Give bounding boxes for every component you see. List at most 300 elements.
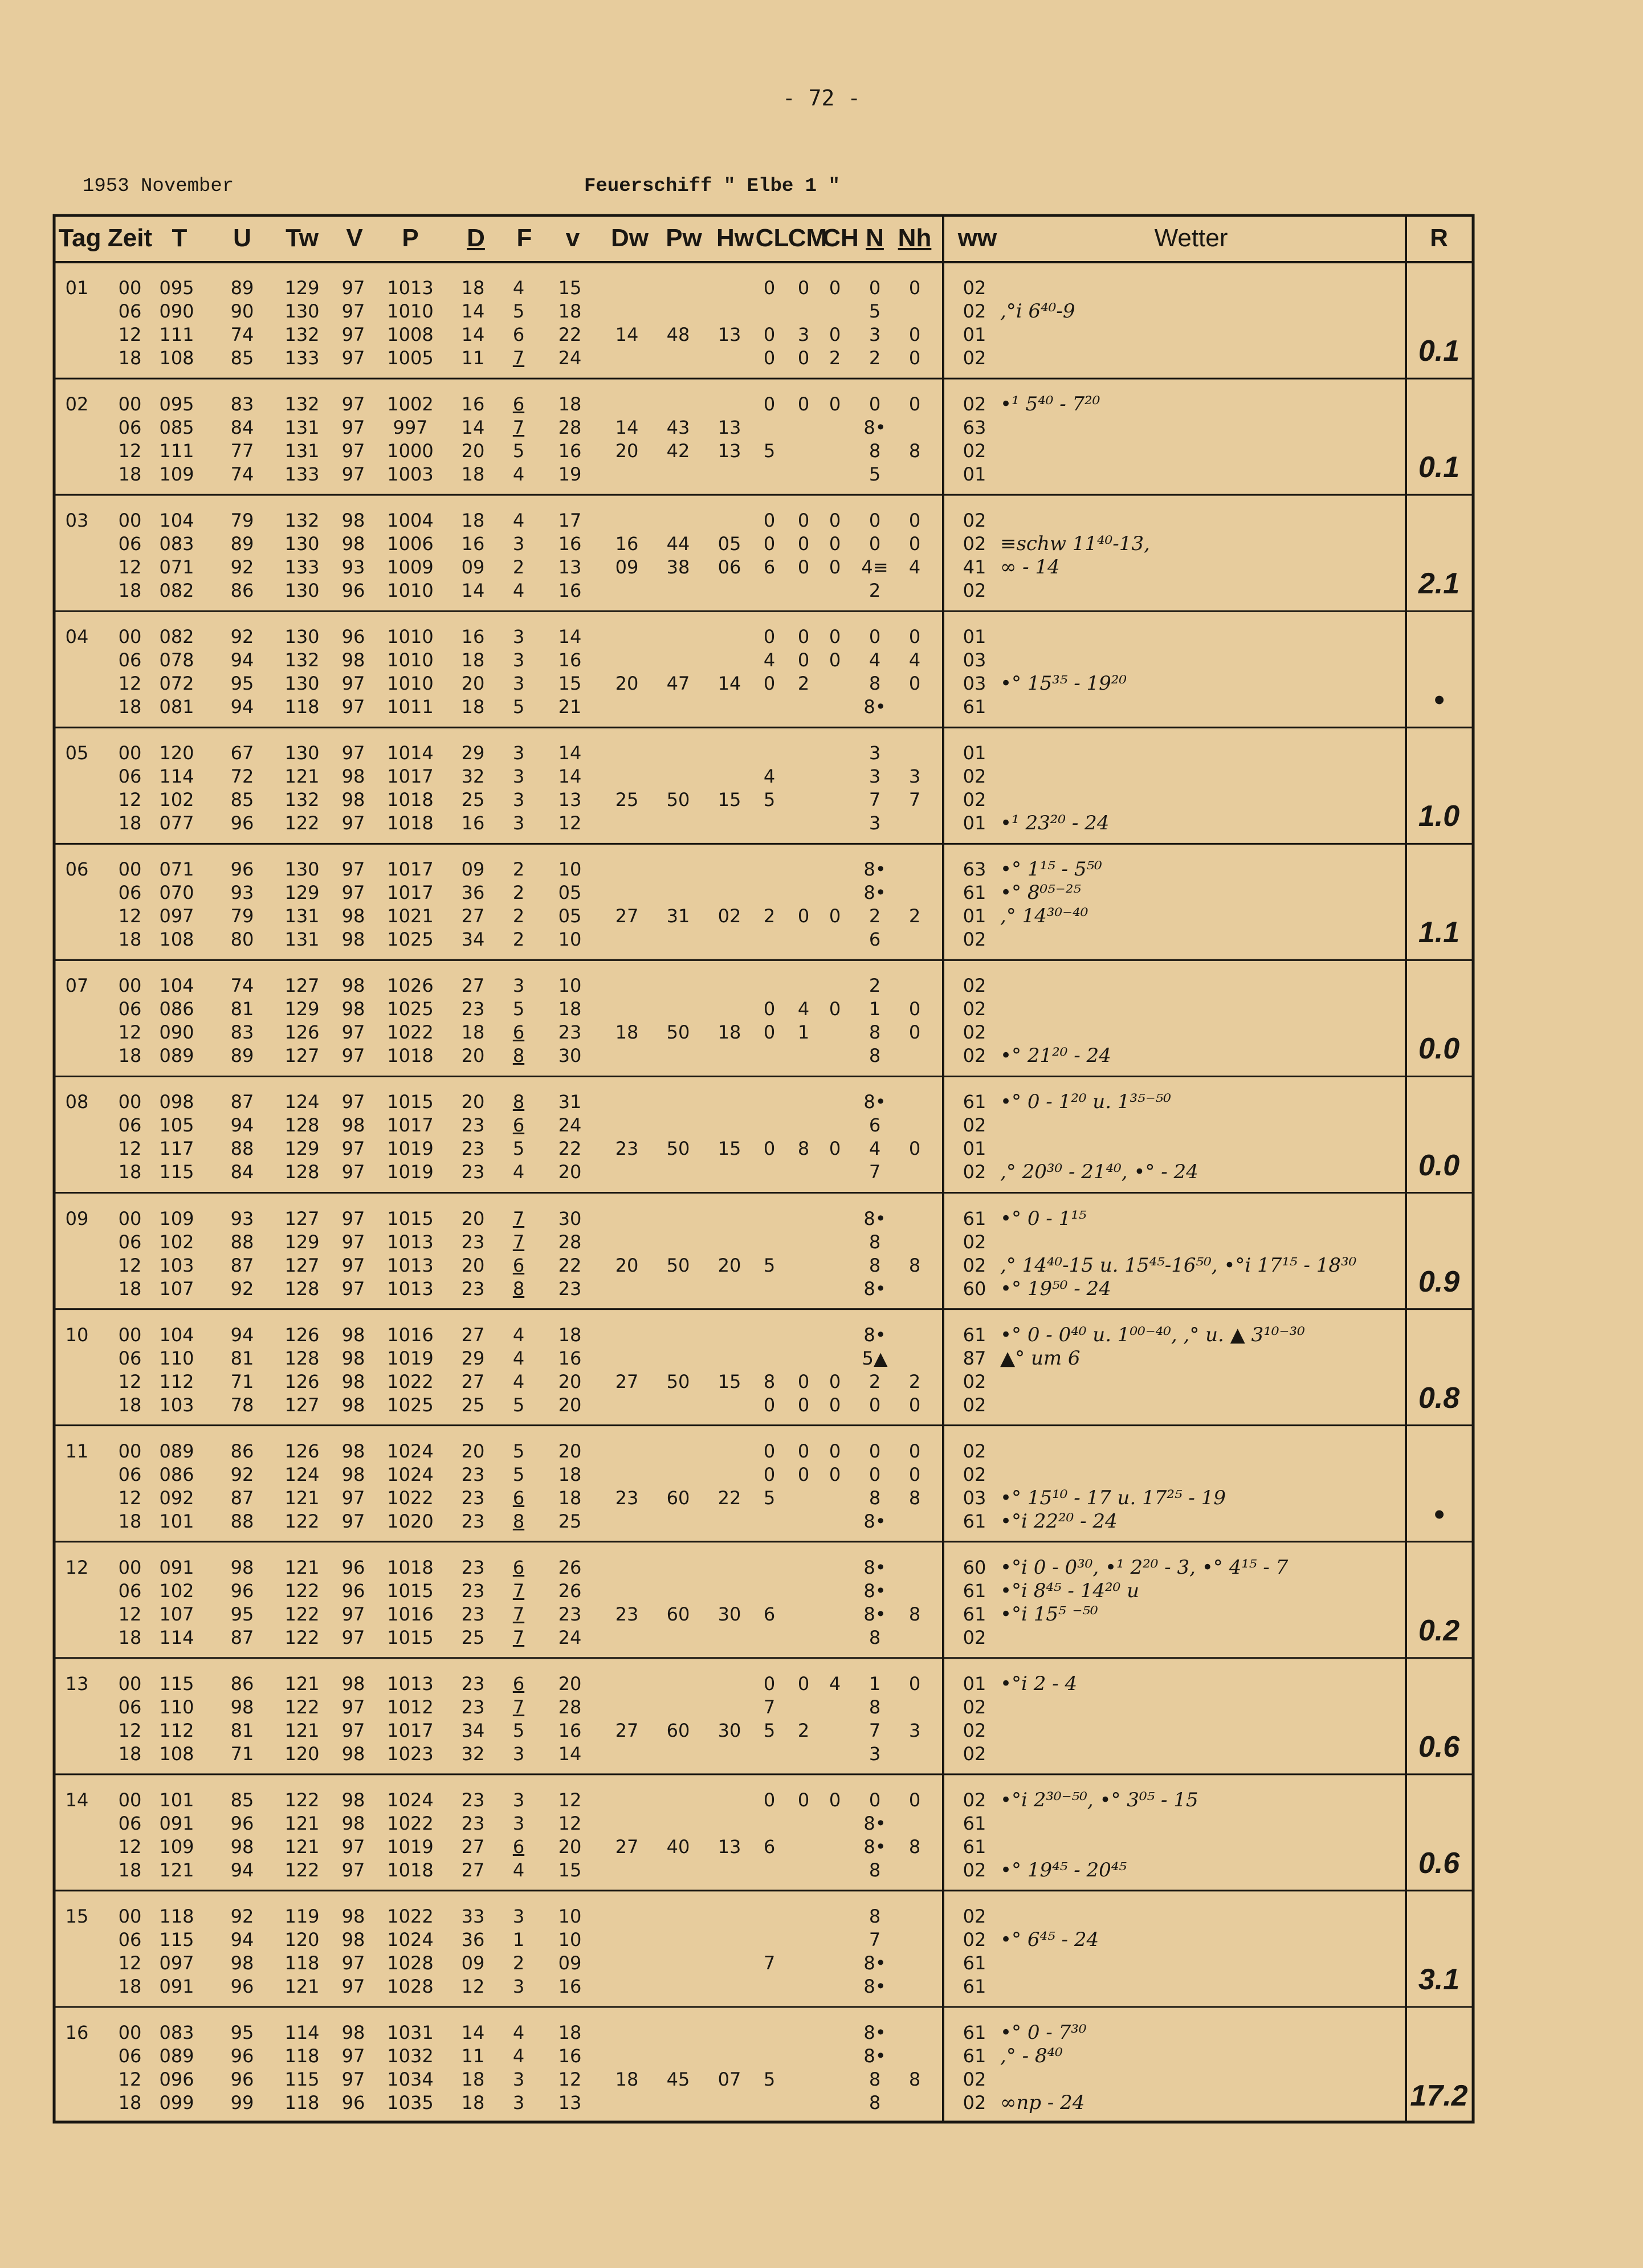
cell-f: 7 — [512, 1626, 525, 1648]
weather-note: •° 15¹⁰ - 17 u. 17²⁵ - 19 — [1000, 1486, 1226, 1509]
cell-ww: 02 — [963, 1626, 986, 1648]
cell-zeit: 00 — [118, 975, 142, 997]
cell-d: 23 — [461, 1510, 485, 1532]
cell-t: 071 — [159, 858, 194, 881]
cell-u: 79 — [230, 905, 254, 927]
day-number: 12 — [65, 1556, 89, 1578]
col-header-p: P — [402, 224, 419, 252]
cell-d: 09 — [461, 858, 485, 881]
cell-n: 8• — [863, 1952, 886, 1974]
cell-p: 1022 — [387, 1370, 434, 1392]
cell-ww: 41 — [963, 556, 986, 579]
cell-t: 091 — [159, 1812, 194, 1834]
precip-total: 1.0 — [1418, 800, 1460, 833]
cell-p: 1019 — [387, 1835, 434, 1858]
cell-f: 1 — [512, 1928, 525, 1951]
cell-u: 94 — [230, 649, 254, 671]
col-header-pw: Pw — [666, 224, 702, 252]
cell-vv: 23 — [558, 1021, 582, 1044]
cell-nh: 0 — [908, 1440, 921, 1462]
cell-t: 108 — [159, 929, 194, 951]
cell-d: 14 — [461, 2021, 485, 2043]
weather-note: ,° 14³⁰⁻⁴⁰ — [1000, 905, 1088, 928]
cell-nh: 0 — [908, 510, 921, 532]
precip-total: 0.8 — [1418, 1381, 1460, 1415]
cell-vv: 13 — [558, 2091, 582, 2114]
cell-tw: 118 — [284, 2045, 320, 2067]
cell-f: 3 — [512, 673, 525, 695]
cell-cl: 5 — [763, 1719, 776, 1741]
day-number: 09 — [65, 1207, 89, 1229]
cell-ww: 02 — [963, 2091, 986, 2114]
cell-n: 8 — [869, 1021, 881, 1044]
cell-zeit: 00 — [118, 1091, 142, 1113]
cell-zeit: 12 — [118, 789, 142, 811]
cell-n: 8 — [869, 440, 881, 462]
cell-d: 23 — [461, 1138, 485, 1160]
cell-u: 87 — [230, 1487, 254, 1509]
cell-d: 23 — [461, 1487, 485, 1509]
cell-p: 1017 — [387, 1719, 434, 1741]
cell-tw: 132 — [284, 789, 320, 811]
cell-nh: 8 — [908, 1487, 921, 1509]
weather-note: ,°i 6⁴⁰-9 — [1000, 300, 1075, 323]
cell-f: 5 — [512, 300, 525, 322]
cell-f: 7 — [512, 1207, 525, 1229]
cell-ww: 02 — [963, 1789, 986, 1811]
cell-f: 2 — [512, 929, 525, 951]
cell-u: 98 — [230, 1696, 254, 1718]
cell-p: 1025 — [387, 1394, 434, 1416]
cell-tw: 120 — [284, 1742, 320, 1765]
col-header-f: F — [516, 224, 532, 252]
cell-zeit: 00 — [118, 1789, 142, 1811]
cell-t: 078 — [159, 649, 194, 671]
cell-nh: 8 — [908, 1254, 921, 1276]
cell-p: 1017 — [387, 882, 434, 904]
cell-vv: 05 — [558, 882, 582, 904]
cell-zeit: 06 — [118, 2045, 142, 2067]
cell-v: 97 — [341, 277, 365, 299]
cell-cl: 0 — [763, 998, 776, 1020]
cell-cl: 8 — [763, 1370, 776, 1392]
cell-f: 2 — [512, 556, 525, 579]
cell-zeit: 12 — [118, 1603, 142, 1625]
cell-ww: 61 — [963, 1324, 986, 1346]
cell-cl: 0 — [763, 1138, 776, 1160]
cell-d: 23 — [461, 1114, 485, 1137]
cell-d: 18 — [461, 649, 485, 671]
cell-t: 109 — [159, 1207, 194, 1229]
cell-ch: 0 — [829, 393, 841, 416]
cell-zeit: 06 — [118, 300, 142, 322]
cell-v: 98 — [341, 929, 365, 951]
cell-n: 3 — [869, 812, 881, 834]
cell-n: 8• — [863, 1812, 886, 1834]
cell-cl: 0 — [763, 1672, 776, 1695]
cell-vv: 24 — [558, 1626, 582, 1648]
cell-zeit: 12 — [118, 1719, 142, 1741]
cell-nh: 0 — [908, 1463, 921, 1485]
cell-u: 92 — [230, 1463, 254, 1485]
cell-u: 84 — [230, 1161, 254, 1183]
cell-zeit: 18 — [118, 1394, 142, 1416]
cell-ww: 01 — [963, 626, 986, 648]
cell-ww: 61 — [963, 1579, 986, 1602]
day-block — [0, 1076, 1643, 1192]
cell-tw: 132 — [284, 649, 320, 671]
cell-ww: 02 — [963, 1742, 986, 1765]
cell-t: 112 — [159, 1370, 194, 1392]
cell-nh: 4 — [908, 649, 921, 671]
day-block — [0, 1426, 1643, 1542]
cell-u: 98 — [230, 1556, 254, 1578]
cell-p: 1018 — [387, 1045, 434, 1067]
col-header-ch: CH — [822, 224, 859, 252]
cell-nh: 0 — [908, 533, 921, 555]
cell-t: 097 — [159, 1952, 194, 1974]
cell-zeit: 12 — [118, 905, 142, 927]
header-year-month: 1953 November — [83, 176, 234, 197]
day-block — [0, 960, 1643, 1076]
cell-d: 20 — [461, 1091, 485, 1113]
cell-ww: 61 — [963, 1603, 986, 1625]
cell-ww: 02 — [963, 975, 986, 997]
cell-t: 091 — [159, 1556, 194, 1578]
cell-d: 23 — [461, 1696, 485, 1718]
cell-zeit: 18 — [118, 2091, 142, 2114]
cell-n: 6 — [869, 929, 881, 951]
cell-dw: 20 — [615, 440, 639, 462]
cell-ww: 02 — [963, 1161, 986, 1183]
cell-v: 96 — [341, 580, 365, 602]
cell-p: 1013 — [387, 1231, 434, 1253]
cell-f: 6 — [512, 1254, 525, 1276]
cell-u: 85 — [230, 1789, 254, 1811]
cell-ww: 02 — [963, 1905, 986, 1927]
col-header-n: N — [866, 224, 884, 252]
cell-zeit: 00 — [118, 1556, 142, 1578]
cell-n: 6 — [869, 1114, 881, 1137]
cell-f: 7 — [512, 347, 525, 369]
day-block — [0, 1658, 1643, 1774]
cell-u: 81 — [230, 998, 254, 1020]
cell-f: 3 — [512, 789, 525, 811]
cell-ww: 01 — [963, 812, 986, 834]
cell-v: 96 — [341, 1579, 365, 1602]
day-block — [0, 495, 1643, 611]
cell-pw: 38 — [666, 556, 690, 579]
cell-n: 8 — [869, 1045, 881, 1067]
day-number: 03 — [65, 510, 89, 532]
cell-hw: 15 — [717, 1138, 741, 1160]
cell-zeit: 00 — [118, 1207, 142, 1229]
weather-note: •° 1¹⁵ - 5⁵⁰ — [1000, 858, 1102, 881]
cell-v: 97 — [341, 742, 365, 764]
cell-cl: 5 — [763, 1487, 776, 1509]
cell-d: 27 — [461, 1859, 485, 1881]
cell-f: 3 — [512, 1789, 525, 1811]
cell-cm: 0 — [797, 649, 810, 671]
cell-n: 0 — [869, 533, 881, 555]
cell-nh: 0 — [908, 998, 921, 1020]
weather-note: •° 19⁵⁰ - 24 — [1000, 1277, 1111, 1300]
cell-f: 3 — [512, 1812, 525, 1834]
cell-f: 3 — [512, 812, 525, 834]
weather-note: •° 0 - 0⁴⁰ u. 1⁰⁰⁻⁴⁰, ,° u. ▲ 3¹⁰⁻³⁰ — [1000, 1323, 1305, 1346]
cell-zeit: 00 — [118, 742, 142, 764]
day-number: 04 — [65, 626, 89, 648]
cell-n: 8 — [869, 1487, 881, 1509]
cell-n: 8 — [869, 1905, 881, 1927]
cell-n: 1 — [869, 1672, 881, 1695]
cell-p: 1022 — [387, 1905, 434, 1927]
cell-d: 23 — [461, 1277, 485, 1300]
cell-tw: 119 — [284, 1905, 320, 1927]
day-number: 16 — [65, 2021, 89, 2043]
cell-t: 085 — [159, 417, 194, 439]
cell-dw: 09 — [615, 556, 639, 579]
cell-u: 98 — [230, 1952, 254, 1974]
cell-f: 3 — [512, 1742, 525, 1765]
cell-f: 6 — [512, 1021, 525, 1044]
cell-u: 96 — [230, 1975, 254, 1997]
cell-vv: 20 — [558, 1835, 582, 1858]
cell-t: 090 — [159, 1021, 194, 1044]
precip-total: 2.1 — [1418, 567, 1460, 601]
cell-cm: 0 — [797, 533, 810, 555]
cell-u: 74 — [230, 463, 254, 486]
cell-f: 4 — [512, 2021, 525, 2043]
cell-tw: 128 — [284, 1277, 320, 1300]
cell-d: 25 — [461, 1394, 485, 1416]
cell-t: 077 — [159, 812, 194, 834]
day-block — [0, 1309, 1643, 1426]
cell-v: 98 — [341, 1789, 365, 1811]
cell-u: 78 — [230, 1394, 254, 1416]
cell-t: 115 — [159, 1161, 194, 1183]
cell-dw: 23 — [615, 1487, 639, 1509]
precip-total: 0.0 — [1418, 1032, 1460, 1066]
cell-u: 86 — [230, 580, 254, 602]
cell-dw: 20 — [615, 673, 639, 695]
cell-u: 85 — [230, 789, 254, 811]
cell-p: 1015 — [387, 1626, 434, 1648]
cell-p: 1024 — [387, 1928, 434, 1951]
cell-cl: 0 — [763, 1021, 776, 1044]
cell-d: 18 — [461, 510, 485, 532]
cell-f: 2 — [512, 882, 525, 904]
cell-v: 97 — [341, 696, 365, 718]
cell-zeit: 18 — [118, 1742, 142, 1765]
cell-nh: 0 — [908, 673, 921, 695]
cell-ch: 0 — [829, 1394, 841, 1416]
cell-nh: 2 — [908, 905, 921, 927]
cell-t: 103 — [159, 1394, 194, 1416]
cell-v: 98 — [341, 998, 365, 1020]
cell-n: 8 — [869, 2068, 881, 2090]
cell-zeit: 18 — [118, 1626, 142, 1648]
cell-p: 1011 — [387, 696, 434, 718]
weather-note: •° 21²⁰ - 24 — [1000, 1044, 1111, 1068]
cell-u: 96 — [230, 2068, 254, 2090]
cell-f: 5 — [512, 696, 525, 718]
cell-ww: 02 — [963, 440, 986, 462]
cell-ww: 02 — [963, 1021, 986, 1044]
cell-n: 4 — [869, 649, 881, 671]
cell-d: 29 — [461, 742, 485, 764]
cell-v: 93 — [341, 556, 365, 579]
cell-vv: 24 — [558, 347, 582, 369]
cell-ww: 02 — [963, 998, 986, 1020]
cell-zeit: 12 — [118, 324, 142, 345]
cell-zeit: 06 — [118, 1812, 142, 1834]
cell-ch: 0 — [829, 1440, 841, 1462]
cell-vv: 18 — [558, 393, 582, 416]
cell-p: 1013 — [387, 1672, 434, 1695]
cell-f: 3 — [512, 1905, 525, 1927]
cell-vv: 16 — [558, 649, 582, 671]
cell-v: 97 — [341, 324, 365, 345]
cell-vv: 10 — [558, 1905, 582, 1927]
cell-ww: 01 — [963, 324, 986, 345]
cell-p: 1004 — [387, 510, 434, 532]
cell-pw: 42 — [666, 440, 690, 462]
cell-ww: 61 — [963, 1510, 986, 1532]
cell-p: 1013 — [387, 1254, 434, 1276]
cell-f: 4 — [512, 580, 525, 602]
cell-ww: 60 — [963, 1277, 986, 1300]
weather-note: ,° - 8⁴⁰ — [1000, 2044, 1063, 2067]
cell-ww: 61 — [963, 2021, 986, 2043]
cell-d: 23 — [461, 1579, 485, 1602]
cell-cl: 5 — [763, 789, 776, 811]
cell-t: 095 — [159, 277, 194, 299]
cell-zeit: 00 — [118, 858, 142, 881]
cell-ww: 02 — [963, 1696, 986, 1718]
cell-p: 1006 — [387, 533, 434, 555]
cell-t: 111 — [159, 324, 194, 345]
cell-tw: 122 — [284, 812, 320, 834]
cell-f: 8 — [512, 1277, 525, 1300]
cell-t: 081 — [159, 696, 194, 718]
cell-tw: 133 — [284, 463, 320, 486]
cell-ww: 61 — [963, 2045, 986, 2067]
precip-total: 3.1 — [1418, 1962, 1460, 1996]
weather-note: •° 15³⁵ - 19²⁰ — [1000, 672, 1127, 695]
precip-total: 0.2 — [1418, 1614, 1460, 1647]
cell-dw: 18 — [615, 2068, 639, 2090]
cell-hw: 15 — [717, 1370, 741, 1392]
weather-note: •°i 2³⁰⁻⁵⁰, •° 3⁰⁵ - 15 — [1000, 1788, 1198, 1811]
cell-v: 96 — [341, 1556, 365, 1578]
cell-cm: 0 — [797, 277, 810, 299]
cell-cm: 8 — [797, 1138, 810, 1160]
cell-tw: 133 — [284, 556, 320, 579]
cell-pw: 50 — [666, 789, 690, 811]
cell-cl: 4 — [763, 765, 776, 788]
cell-cm: 0 — [797, 1370, 810, 1392]
cell-vv: 15 — [558, 1859, 582, 1881]
cell-pw: 47 — [666, 673, 690, 695]
cell-vv: 19 — [558, 463, 582, 486]
cell-d: 32 — [461, 765, 485, 788]
cell-vv: 18 — [558, 1487, 582, 1509]
cell-u: 81 — [230, 1347, 254, 1369]
precip-total: 0.6 — [1418, 1846, 1460, 1880]
cell-t: 104 — [159, 510, 194, 532]
cell-f: 3 — [512, 765, 525, 788]
cell-u: 89 — [230, 277, 254, 299]
cell-f: 4 — [512, 1859, 525, 1881]
cell-hw: 13 — [717, 440, 741, 462]
cell-f: 6 — [512, 1835, 525, 1858]
cell-t: 120 — [159, 742, 194, 764]
weather-note: •°i 22²⁰ - 24 — [1000, 1509, 1118, 1533]
cell-f: 7 — [512, 1696, 525, 1718]
cell-pw: 40 — [666, 1835, 690, 1858]
cell-d: 14 — [461, 324, 485, 345]
weather-note: ,° 14⁴⁰-15 u. 15⁴⁵-16⁵⁰, •°i 17¹⁵ - 18³⁰ — [1000, 1253, 1357, 1277]
cell-ww: 02 — [963, 1114, 986, 1137]
cell-vv: 20 — [558, 1394, 582, 1416]
cell-cl: 5 — [763, 2068, 776, 2090]
weather-note: ≡schw 11⁴⁰-13, — [1000, 532, 1150, 556]
cell-cm: 0 — [797, 1440, 810, 1462]
cell-d: 20 — [461, 1207, 485, 1229]
cell-d: 11 — [461, 347, 485, 369]
cell-n: 2 — [869, 905, 881, 927]
cell-u: 99 — [230, 2091, 254, 2114]
cell-hw: 07 — [717, 2068, 741, 2090]
cell-d: 14 — [461, 417, 485, 439]
cell-t: 072 — [159, 673, 194, 695]
cell-nh: 8 — [908, 440, 921, 462]
cell-v: 98 — [341, 789, 365, 811]
cell-t: 104 — [159, 975, 194, 997]
day-block — [0, 2007, 1643, 2123]
cell-cl: 0 — [763, 626, 776, 648]
weather-note: •° 0 - 7³⁰ — [1000, 2021, 1087, 2044]
cell-v: 98 — [341, 1324, 365, 1346]
cell-u: 95 — [230, 2021, 254, 2043]
cell-u: 83 — [230, 1021, 254, 1044]
cell-p: 1024 — [387, 1789, 434, 1811]
cell-p: 1035 — [387, 2091, 434, 2114]
cell-d: 20 — [461, 673, 485, 695]
cell-u: 88 — [230, 1231, 254, 1253]
cell-zeit: 00 — [118, 277, 142, 299]
cell-v: 98 — [341, 1463, 365, 1485]
cell-t: 104 — [159, 1324, 194, 1346]
cell-dw: 25 — [615, 789, 639, 811]
weather-note: •¹ 5⁴⁰ - 7²⁰ — [1000, 393, 1100, 416]
cell-nh: 3 — [908, 1719, 921, 1741]
cell-n: 8• — [863, 1975, 886, 1997]
cell-p: 1015 — [387, 1207, 434, 1229]
cell-n: 3 — [869, 1742, 881, 1765]
cell-tw: 121 — [284, 1812, 320, 1834]
cell-t: 095 — [159, 393, 194, 416]
cell-tw: 114 — [284, 2021, 320, 2043]
cell-u: 90 — [230, 300, 254, 322]
cell-zeit: 12 — [118, 1487, 142, 1509]
cell-hw: 05 — [717, 533, 741, 555]
cell-cm: 0 — [797, 347, 810, 369]
cell-n: 8 — [869, 1254, 881, 1276]
cell-f: 6 — [512, 324, 525, 345]
cell-t: 112 — [159, 1719, 194, 1741]
